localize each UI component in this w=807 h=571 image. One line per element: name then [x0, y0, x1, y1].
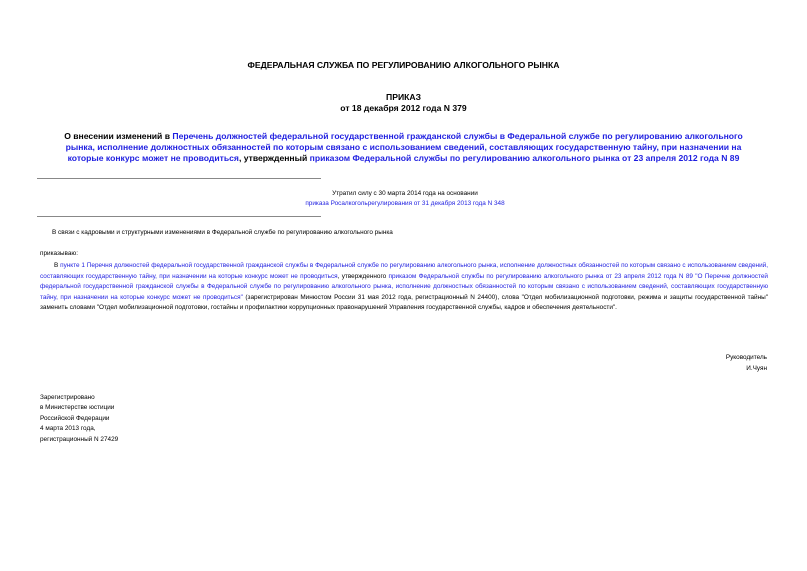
repeal-notice [290, 189, 520, 209]
title-link-list[interactable]: Перечень должностей федеральной государственной гражданской службы в Федеральной службе по регулированию алкогольного рынка, исполнение должностных обязанностей по которым связано с использованием сведений, составляющих государственную тайну, при назначении на которые конкурс может не проводиться [65, 131, 743, 163]
para-link-clause[interactable]: пункте 1 Перечня должностей федеральной государственной гражданской службы в Федеральной службе по регулированию алкогольного рынка, исполнение должностных обязанностей по которым связано с использованием сведений, составляющих государственную тайну, при назначении на которые конкурс может не проводиться [40, 262, 768, 280]
intro-text: В связи с кадровыми и структурными изменениями в Федеральной службе по регулированию алкогольного рынка [52, 229, 393, 236]
registration-line: 4 марта 2013 года, [40, 425, 96, 433]
repeal-notice-text: Утратил силу с 30 марта 2014 года на основании [332, 190, 478, 197]
divider-bottom [37, 216, 321, 217]
order-word: приказываю: [40, 250, 78, 257]
divider-top [37, 178, 321, 179]
registration-line: Российской Федерации [40, 414, 110, 422]
para-text-1: В [54, 262, 61, 269]
registration-block [40, 393, 118, 445]
signer-role: Руководитель [725, 354, 767, 361]
registration-line: регистрационный N 27429 [40, 435, 119, 443]
agency-name: ФЕДЕРАЛЬНАЯ СЛУЖБА ПО РЕГУЛИРОВАНИЮ АЛКОГОЛЬНОГО РЫНКА [247, 60, 560, 70]
title-text-1: О внесении изменений в [64, 131, 173, 141]
para-link-order[interactable]: приказом Федеральной службы по регулированию алкогольного рынка от 23 апреля 2012 года N 89 "О Перечне должностей федеральной государственной гражданской службы в Федеральной службе по регулированию алкогольного рынка, исполнение должностных обязанностей по которым связано с использованием сведений, составляющих государственную тайну, при назначении на которые конкурс может не проводиться" [40, 272, 768, 301]
document-title [52, 131, 755, 164]
main-paragraph [40, 261, 768, 314]
para-text-2: , утвержденного [337, 272, 389, 280]
document-date: от 18 декабря 2012 года N 379 [340, 103, 467, 113]
registration-line: Зарегистрировано [40, 394, 95, 401]
signer-name: И.Чуян [746, 365, 767, 372]
para-text-3: (зарегистрирован Минюстом России 31 мая 2012 года, регистрационный N 24400), слова "Отдел мобилизационной подготовки, режима и защиты государственной тайны" заменить словами "Отдел мобилизационной подготовки, гостайны и профилактики коррупционных правонарушений Управления государственной службы, кадров и обеспечения деятельности". [40, 293, 768, 312]
signature-block [726, 352, 767, 374]
registration-line: в Министерстве юстиции [40, 404, 115, 412]
title-text-2: , утвержденный [238, 153, 310, 163]
document-type: ПРИКАЗ [386, 92, 421, 102]
repeal-notice-link[interactable]: приказа Росалкогольрегулирования от 31 декабря 2013 года N 348 [305, 200, 505, 207]
title-link-order[interactable]: приказом Федеральной службы по регулированию алкогольного рынка от 23 апреля 2012 года N 89 [309, 153, 740, 163]
